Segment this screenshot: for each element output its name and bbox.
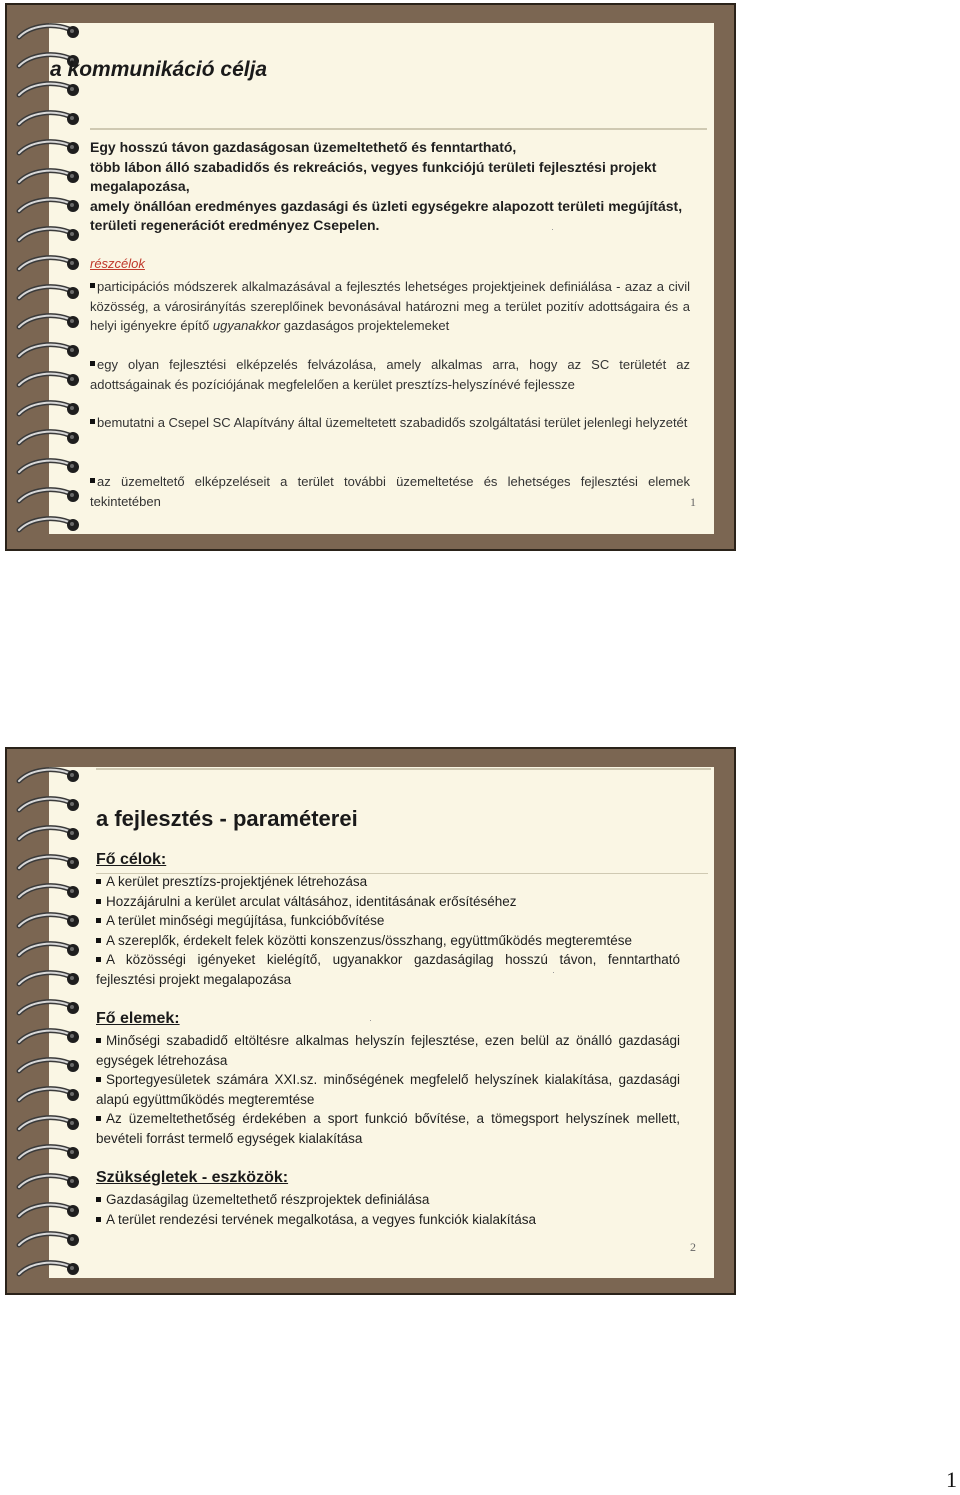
list-item: A terület rendezési tervének megalkotása, a vegyes funkciók kialakítása: [96, 1210, 680, 1230]
list-item: A szereplők, érdekelt felek közötti konszenzus/összhang, együttműködés megteremtése: [96, 931, 680, 951]
subgoals-heading: részcélok: [90, 256, 145, 271]
spiral-ring-icon: [13, 821, 85, 850]
spiral-ring-icon: [13, 193, 85, 222]
spiral-ring-icon: [13, 338, 85, 367]
spiral-ring-icon: [13, 792, 85, 821]
bullet-square-icon: [96, 879, 101, 884]
spiral-ring-icon: [13, 850, 85, 879]
bullet-square-icon: [96, 1197, 101, 1202]
spiral-ring-icon: [13, 396, 85, 425]
list-item: Az üzemeltethetőség érdekében a sport funkció bővítése, a tömegsport helyszínek mellett, bevételi forrást termelő egységek kialakítása: [96, 1111, 680, 1146]
bullet-square-icon: [90, 283, 95, 288]
spiral-ring-icon: [13, 879, 85, 908]
bullet-square-icon: [90, 361, 95, 366]
spiral-ring-icon: [13, 1169, 85, 1198]
spiral-ring-icon: [13, 1256, 85, 1285]
spiral-ring-icon: [13, 106, 85, 135]
spiral-ring-icon: [13, 367, 85, 396]
spiral-ring-icon: [13, 425, 85, 454]
bullet-square-icon: [96, 957, 101, 962]
list-item: A közösségi igényeket kielégítő, ugyanakkor gazdaságilag hosszú távon, fenntartható fejlesztési projekt megalapozása: [96, 952, 680, 987]
document-page-number: 1: [946, 1467, 957, 1492]
subgoal-item: az üzemeltető elképzeléseit a terület további üzemeltetése és lehetséges fejlesztési elemek tekintetében: [90, 474, 690, 509]
spiral-ring-icon: [13, 309, 85, 338]
spiral-ring-icon: [13, 763, 85, 792]
spiral-binding: [13, 19, 85, 541]
bullet-square-icon: [96, 1116, 101, 1121]
spiral-ring-icon: [13, 1140, 85, 1169]
list-item: Minőségi szabadidő eltöltésre alkalmas helyszín fejlesztése, ezen belül az önálló gazdasági egységek létrehozása: [96, 1033, 680, 1068]
spiral-ring-icon: [13, 966, 85, 995]
bullet-square-icon: [96, 1217, 101, 1222]
main-elements-list: [96, 1031, 680, 1148]
slide1-title: a kommunikáció célja: [50, 58, 268, 81]
needs-tools-list: [96, 1190, 680, 1229]
spiral-binding: [13, 763, 85, 1285]
speck: [552, 229, 553, 230]
spiral-ring-icon: [13, 1227, 85, 1256]
bullet-square-icon: [90, 478, 95, 483]
spiral-ring-icon: [13, 19, 85, 48]
subgoal-item: egy olyan fejlesztési elképzelés felvázolása, amely alkalmas arra, hogy az SC területét az adottságainak és pozíciójának megfelelően a kerület presztízs-helyszínévé fejlessze: [90, 357, 690, 392]
slide1-number: 1: [690, 495, 696, 509]
list-item: A kerület presztízs-projektjének létrehozása: [96, 872, 680, 892]
speck: [370, 1020, 371, 1021]
spiral-ring-icon: [13, 995, 85, 1024]
spiral-ring-icon: [13, 280, 85, 309]
list-item: Hozzájárulni a kerület arculat váltásához, identitásának erősítéséhez: [96, 892, 680, 912]
spiral-ring-icon: [13, 483, 85, 512]
section-heading-main-elements: Fő elemek:: [96, 1010, 180, 1027]
spiral-ring-icon: [13, 1024, 85, 1053]
list-item: Sportegyesületek számára XXI.sz. minőségének megfelelő helyszínek kialakítása, gazdasági alapú együttműködés megteremtése: [96, 1072, 680, 1107]
subgoal-item: participációs módszerek alkalmazásával a fejlesztés lehetséges projektjeinek definiálása - azaz a civil közösség, a városirányítás szereplőinek bevonásával határozni meg a terület pozitív adottságaira és a helyi igényekre építő ugyanakkor gazdaságos projektelemeket: [90, 279, 690, 333]
section-heading-needs-tools: Szükségletek - eszközök:: [96, 1169, 289, 1186]
spiral-ring-icon: [13, 1053, 85, 1082]
spiral-ring-icon: [13, 454, 85, 483]
slide1-intro: Egy hosszú távon gazdaságosan üzemeltethető és fenntartható, több lábon álló szabadidős és rekreációs, vegyes funkciójú területi fejlesztési projekt megalapozása, amely önállóan eredményes gazdasági és üzleti egységekre alapozott területi megújítást, területi regenerációt eredményez Csepelen.: [90, 139, 683, 233]
main-goals-list: [96, 872, 680, 989]
bullet-square-icon: [90, 419, 95, 424]
list-item: A terület minőségi megújítása, funkcióbővítése: [96, 911, 680, 931]
slide2-title: a fejlesztés - paraméterei: [96, 806, 358, 831]
spiral-ring-icon: [13, 164, 85, 193]
slide2-number: 2: [690, 1240, 696, 1254]
bullet-square-icon: [96, 1038, 101, 1043]
bullet-square-icon: [96, 918, 101, 923]
title-divider: [96, 768, 711, 770]
subgoal-item: bemutatni a Csepel SC Alapítvány által üzemeltetett szabadidős szolgáltatási terület jelenlegi helyzetét: [90, 413, 690, 433]
list-item: Gazdaságilag üzemeltethető részprojektek definiálása: [96, 1190, 680, 1210]
bullet-square-icon: [96, 1077, 101, 1082]
bullet-square-icon: [96, 899, 101, 904]
section-heading-main-goals: Fő célok:: [96, 851, 167, 868]
spiral-ring-icon: [13, 1198, 85, 1227]
spiral-ring-icon: [13, 512, 85, 541]
spiral-ring-icon: [13, 1111, 85, 1140]
bullet-square-icon: [96, 938, 101, 943]
title-divider: [90, 128, 707, 130]
spiral-ring-icon: [13, 937, 85, 966]
spiral-ring-icon: [13, 908, 85, 937]
speck: [553, 972, 554, 973]
spiral-ring-icon: [13, 1082, 85, 1111]
spiral-ring-icon: [13, 222, 85, 251]
spiral-ring-icon: [13, 135, 85, 164]
spiral-ring-icon: [13, 251, 85, 280]
